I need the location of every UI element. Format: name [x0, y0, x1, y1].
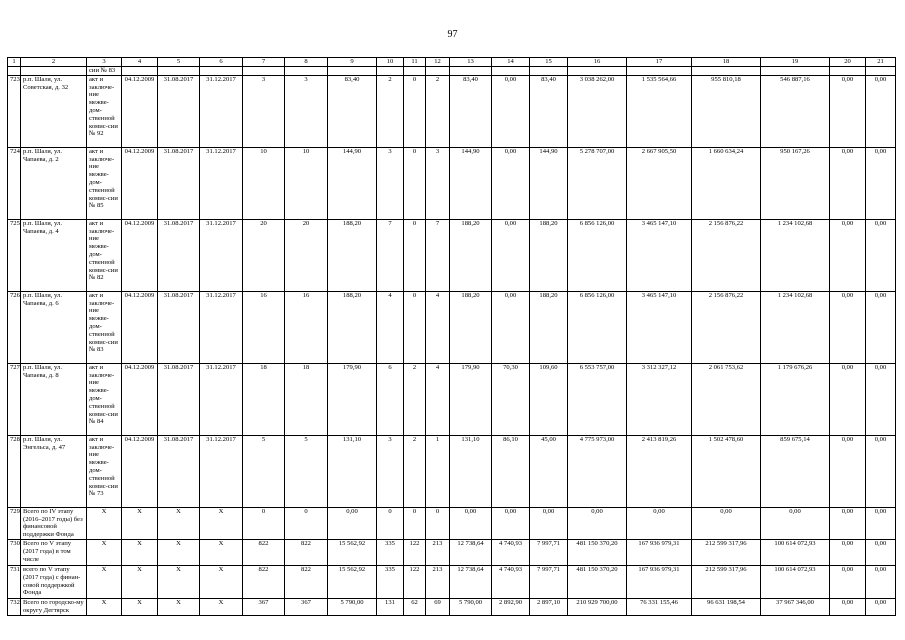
- cell-d1: 04.12.2009: [122, 435, 158, 507]
- cell-c15: 83,40: [530, 75, 568, 147]
- cell-address: р.п. Шаля, ул. Энгельса, д. 47: [21, 435, 87, 507]
- cell-d3: 31.12.2017: [200, 147, 243, 219]
- cell-c15: 188,20: [530, 219, 568, 291]
- table-row: [8, 75, 896, 147]
- table-row: [8, 219, 896, 291]
- col-header: 20: [830, 58, 866, 67]
- col-header: 19: [761, 58, 830, 67]
- cell: [404, 66, 426, 75]
- table-row: [8, 147, 896, 219]
- cell-c20: 0,00: [830, 75, 866, 147]
- cell-c14: 4 740,93: [492, 539, 530, 565]
- cell-c12: 1: [426, 435, 450, 507]
- cell-c15: 2 897,10: [530, 598, 568, 615]
- cell-c16: 0,00: [568, 507, 627, 539]
- cell-doc: X: [87, 507, 122, 539]
- cell-c14: 2 892,90: [492, 598, 530, 615]
- cell-c15: 45,00: [530, 435, 568, 507]
- cell-c8: 0: [285, 507, 328, 539]
- cell-c16: 4 775 973,00: [568, 435, 627, 507]
- cell-c21: 0,00: [866, 435, 896, 507]
- cell-d2: 31.08.2017: [158, 363, 200, 435]
- cell-c17: 2 667 905,50: [627, 147, 692, 219]
- cell-c9: 15 562,92: [328, 539, 377, 565]
- cell-c18: 1 660 634,24: [692, 147, 761, 219]
- cell-c18: 2 156 876,22: [692, 219, 761, 291]
- cell-n: 732: [8, 598, 21, 615]
- cell-c13: 188,20: [450, 219, 492, 291]
- cell-c16: 6 553 757,00: [568, 363, 627, 435]
- cell-c14: 70,30: [492, 363, 530, 435]
- cell-c12: 4: [426, 363, 450, 435]
- cell-c9: 179,90: [328, 363, 377, 435]
- cell-c15: 109,60: [530, 363, 568, 435]
- housing-table: [7, 57, 896, 616]
- cell-n: 725: [8, 219, 21, 291]
- cell-c13: 131,10: [450, 435, 492, 507]
- cell-c10: 4: [377, 291, 404, 363]
- cell: [426, 66, 450, 75]
- cell-c21: 0,00: [866, 598, 896, 615]
- cell-c12: 2: [426, 75, 450, 147]
- cell-d1: 04.12.2009: [122, 219, 158, 291]
- col-header: 5: [158, 58, 200, 67]
- cell-c9: 131,10: [328, 435, 377, 507]
- cell-c20: 0,00: [830, 507, 866, 539]
- cell-c20: 0,00: [830, 363, 866, 435]
- cell-c19: 0,00: [761, 507, 830, 539]
- cell-d2: X: [158, 507, 200, 539]
- cell-c21: 0,00: [866, 539, 896, 565]
- cell-c16: 210 929 700,00: [568, 598, 627, 615]
- cell-c15: 188,20: [530, 291, 568, 363]
- cell: [21, 66, 87, 75]
- cell-c20: 0,00: [830, 539, 866, 565]
- cell-c11: 0: [404, 219, 426, 291]
- cell-d3: 31.12.2017: [200, 75, 243, 147]
- cell-c19: 37 967 346,00: [761, 598, 830, 615]
- cell-c21: 0,00: [866, 219, 896, 291]
- cell-c11: 0: [404, 291, 426, 363]
- col-header: 16: [568, 58, 627, 67]
- cell-c18: 2 061 753,62: [692, 363, 761, 435]
- cell-c8: 367: [285, 598, 328, 615]
- cell-c10: 3: [377, 147, 404, 219]
- cell-c11: 0: [404, 75, 426, 147]
- cell-n: 723: [8, 75, 21, 147]
- cell-c20: 0,00: [830, 147, 866, 219]
- cell-c19: 546 887,16: [761, 75, 830, 147]
- cell-c11: 0: [404, 147, 426, 219]
- continuation-text: сии № 83: [87, 66, 122, 75]
- cell-c21: 0,00: [866, 363, 896, 435]
- cell-c12: 0: [426, 507, 450, 539]
- cell-c12: 69: [426, 598, 450, 615]
- cell-c9: 83,40: [328, 75, 377, 147]
- cell-c13: 12 738,64: [450, 539, 492, 565]
- cell-c14: 0,00: [492, 147, 530, 219]
- cell-d2: 31.08.2017: [158, 219, 200, 291]
- cell-d2: X: [158, 539, 200, 565]
- cell-doc: X: [87, 539, 122, 565]
- cell-c8: 20: [285, 219, 328, 291]
- cell-c18: 1 502 478,60: [692, 435, 761, 507]
- cell-d1: X: [122, 539, 158, 565]
- col-header: 13: [450, 58, 492, 67]
- cell-d3: X: [200, 507, 243, 539]
- cell-c17: 167 936 979,31: [627, 565, 692, 598]
- continuation-row: [8, 66, 896, 75]
- cell-d1: 04.12.2009: [122, 363, 158, 435]
- cell-c12: 213: [426, 565, 450, 598]
- cell-c21: 0,00: [866, 291, 896, 363]
- col-header: 1: [8, 58, 21, 67]
- cell: [450, 66, 492, 75]
- cell: [328, 66, 377, 75]
- cell-d3: 31.12.2017: [200, 291, 243, 363]
- cell-c9: 15 562,92: [328, 565, 377, 598]
- cell-c16: 6 856 126,00: [568, 291, 627, 363]
- cell-n: 726: [8, 291, 21, 363]
- table-row: [8, 291, 896, 363]
- cell-c9: 5 790,00: [328, 598, 377, 615]
- cell-c21: 0,00: [866, 75, 896, 147]
- cell: [692, 66, 761, 75]
- cell-c14: 86,10: [492, 435, 530, 507]
- cell-c10: 335: [377, 539, 404, 565]
- cell-address: Всего по городско-му округу Дегтярск: [21, 598, 87, 615]
- cell: [568, 66, 627, 75]
- cell-c10: 131: [377, 598, 404, 615]
- cell-n: 731: [8, 565, 21, 598]
- cell-address: Всего по V этапу (2017 года) в том числе: [21, 539, 87, 565]
- cell-d1: X: [122, 565, 158, 598]
- cell-c10: 3: [377, 435, 404, 507]
- cell-c16: 6 856 126,00: [568, 219, 627, 291]
- cell-d1: X: [122, 598, 158, 615]
- cell-c14: 0,00: [492, 507, 530, 539]
- cell-c14: 4 740,93: [492, 565, 530, 598]
- cell-c9: 0,00: [328, 507, 377, 539]
- cell-c12: 213: [426, 539, 450, 565]
- cell: [830, 66, 866, 75]
- cell-c11: 0: [404, 507, 426, 539]
- cell-doc: X: [87, 565, 122, 598]
- col-header: 12: [426, 58, 450, 67]
- column-number-row: [8, 58, 896, 67]
- cell: [243, 66, 285, 75]
- cell-c18: 96 631 198,54: [692, 598, 761, 615]
- cell: [627, 66, 692, 75]
- cell-c8: 10: [285, 147, 328, 219]
- cell-doc: акт и заключе-ние межве-дом-ственной комис-сии № 73: [87, 435, 122, 507]
- cell-address: р.п. Шаля, ул. Чапаева, д. 2: [21, 147, 87, 219]
- cell-c10: 335: [377, 565, 404, 598]
- cell: [122, 66, 158, 75]
- cell-d2: 31.08.2017: [158, 75, 200, 147]
- cell-c13: 0,00: [450, 507, 492, 539]
- page-number: 97: [447, 29, 458, 40]
- cell-d2: X: [158, 598, 200, 615]
- col-header: 14: [492, 58, 530, 67]
- cell: [8, 66, 21, 75]
- col-header: 18: [692, 58, 761, 67]
- cell-c20: 0,00: [830, 598, 866, 615]
- cell-c13: 12 738,64: [450, 565, 492, 598]
- cell-c11: 122: [404, 539, 426, 565]
- cell-c15: 0,00: [530, 507, 568, 539]
- cell-d3: X: [200, 539, 243, 565]
- col-header: 8: [285, 58, 328, 67]
- cell-n: 730: [8, 539, 21, 565]
- cell: [200, 66, 243, 75]
- cell-doc: X: [87, 598, 122, 615]
- cell-c14: 0,00: [492, 75, 530, 147]
- cell-c8: 3: [285, 75, 328, 147]
- cell-c19: 1 179 676,26: [761, 363, 830, 435]
- cell-d2: 31.08.2017: [158, 147, 200, 219]
- col-header: 9: [328, 58, 377, 67]
- cell-c16: 481 150 370,20: [568, 565, 627, 598]
- cell-c7: 822: [243, 539, 285, 565]
- cell-c12: 3: [426, 147, 450, 219]
- table-row: [8, 539, 896, 565]
- cell-c15: 7 997,71: [530, 539, 568, 565]
- cell-c12: 7: [426, 219, 450, 291]
- cell-d3: X: [200, 565, 243, 598]
- cell-d3: 31.12.2017: [200, 363, 243, 435]
- cell-c11: 2: [404, 435, 426, 507]
- cell-c17: 3 465 147,10: [627, 219, 692, 291]
- table-row: [8, 565, 896, 598]
- cell-c19: 100 614 072,93: [761, 539, 830, 565]
- cell-n: 727: [8, 363, 21, 435]
- cell-d3: X: [200, 598, 243, 615]
- col-header: 15: [530, 58, 568, 67]
- cell-c7: 16: [243, 291, 285, 363]
- cell-c18: 2 156 876,22: [692, 291, 761, 363]
- cell-address: р.п. Шаля, ул. Чапаева, д. 4: [21, 219, 87, 291]
- cell-c18: 955 810,18: [692, 75, 761, 147]
- cell-address: р.п. Шаля, ул. Чапаева, д. 6: [21, 291, 87, 363]
- cell-c19: 1 234 102,68: [761, 219, 830, 291]
- cell-c7: 20: [243, 219, 285, 291]
- cell-d2: 31.08.2017: [158, 435, 200, 507]
- cell-c16: 481 150 370,20: [568, 539, 627, 565]
- cell-n: 724: [8, 147, 21, 219]
- cell-c20: 0,00: [830, 565, 866, 598]
- cell-c9: 188,20: [328, 291, 377, 363]
- cell: [530, 66, 568, 75]
- cell-address: р.п. Шаля, ул. Чапаева, д. 8: [21, 363, 87, 435]
- cell-c17: 2 413 819,26: [627, 435, 692, 507]
- col-header: 10: [377, 58, 404, 67]
- cell-c21: 0,00: [866, 507, 896, 539]
- cell-c20: 0,00: [830, 435, 866, 507]
- cell-c7: 367: [243, 598, 285, 615]
- cell-c10: 6: [377, 363, 404, 435]
- cell-c10: 2: [377, 75, 404, 147]
- cell-c10: 7: [377, 219, 404, 291]
- cell-doc: акт и заключе-ние межве-дом-ственной комис-сии № 85: [87, 147, 122, 219]
- col-header: 11: [404, 58, 426, 67]
- cell-c17: 3 312 327,12: [627, 363, 692, 435]
- cell-c7: 822: [243, 565, 285, 598]
- cell: [761, 66, 830, 75]
- cell-d2: X: [158, 565, 200, 598]
- cell-c20: 0,00: [830, 291, 866, 363]
- cell-c18: 212 599 317,96: [692, 565, 761, 598]
- cell-c17: 76 331 155,46: [627, 598, 692, 615]
- cell: [866, 66, 896, 75]
- cell-address: всего по V этапу (2017 года) с финан-совой поддержкой Фонда: [21, 565, 87, 598]
- cell-c19: 1 234 102,68: [761, 291, 830, 363]
- cell-d3: 31.12.2017: [200, 435, 243, 507]
- cell-d1: X: [122, 507, 158, 539]
- table-row: [8, 598, 896, 615]
- cell-d3: 31.12.2017: [200, 219, 243, 291]
- cell-d1: 04.12.2009: [122, 75, 158, 147]
- cell-doc: акт и заключе-ние межве-дом-ственной комис-сии № 82: [87, 219, 122, 291]
- cell-c11: 122: [404, 565, 426, 598]
- col-header: 21: [866, 58, 896, 67]
- table-row: [8, 507, 896, 539]
- cell-c13: 179,90: [450, 363, 492, 435]
- cell-c19: 100 614 072,93: [761, 565, 830, 598]
- table-row: [8, 435, 896, 507]
- cell-c17: 0,00: [627, 507, 692, 539]
- cell-c14: 0,00: [492, 291, 530, 363]
- col-header: 7: [243, 58, 285, 67]
- cell-c21: 0,00: [866, 147, 896, 219]
- cell-c8: 5: [285, 435, 328, 507]
- cell-doc: акт и заключе-ние межве-дом-ственной комис-сии № 83: [87, 291, 122, 363]
- cell-c17: 1 535 564,66: [627, 75, 692, 147]
- cell: [492, 66, 530, 75]
- table-row: [8, 363, 896, 435]
- col-header: 4: [122, 58, 158, 67]
- cell-c20: 0,00: [830, 219, 866, 291]
- col-header: 17: [627, 58, 692, 67]
- cell-c16: 5 278 707,00: [568, 147, 627, 219]
- cell-c7: 18: [243, 363, 285, 435]
- cell-doc: акт и заключе-ние межве-дом-ственной комис-сии № 84: [87, 363, 122, 435]
- cell-c18: 0,00: [692, 507, 761, 539]
- cell-c9: 144,90: [328, 147, 377, 219]
- cell-c10: 0: [377, 507, 404, 539]
- cell-c7: 10: [243, 147, 285, 219]
- cell: [377, 66, 404, 75]
- cell-c7: 0: [243, 507, 285, 539]
- cell: [158, 66, 200, 75]
- cell-c14: 0,00: [492, 219, 530, 291]
- cell-c8: 822: [285, 539, 328, 565]
- cell-c9: 188,20: [328, 219, 377, 291]
- cell-n: 729: [8, 507, 21, 539]
- cell-c13: 83,40: [450, 75, 492, 147]
- cell: [285, 66, 328, 75]
- cell-c17: 167 936 979,31: [627, 539, 692, 565]
- cell-c8: 822: [285, 565, 328, 598]
- col-header: 2: [21, 58, 87, 67]
- cell-address: р.п. Шаля, ул. Советская, д. 32: [21, 75, 87, 147]
- cell-c11: 2: [404, 363, 426, 435]
- cell-c13: 188,20: [450, 291, 492, 363]
- cell-c11: 62: [404, 598, 426, 615]
- cell-c13: 144,90: [450, 147, 492, 219]
- cell-c15: 7 997,71: [530, 565, 568, 598]
- cell-c7: 5: [243, 435, 285, 507]
- cell-address: Всего по IV этапу (2016–2017 годы) без финансовой поддержки Фонда: [21, 507, 87, 539]
- cell-c21: 0,00: [866, 565, 896, 598]
- col-header: 3: [87, 58, 122, 67]
- cell-d2: 31.08.2017: [158, 291, 200, 363]
- cell-c7: 3: [243, 75, 285, 147]
- cell-c8: 16: [285, 291, 328, 363]
- cell-d1: 04.12.2009: [122, 291, 158, 363]
- cell-c19: 950 167,26: [761, 147, 830, 219]
- cell-d1: 04.12.2009: [122, 147, 158, 219]
- cell-c17: 3 465 147,10: [627, 291, 692, 363]
- cell-c13: 5 790,00: [450, 598, 492, 615]
- cell-c15: 144,90: [530, 147, 568, 219]
- cell-doc: акт и заключе-ние межве-дом-ственной комис-сии № 92: [87, 75, 122, 147]
- col-header: 6: [200, 58, 243, 67]
- cell-c8: 18: [285, 363, 328, 435]
- cell-c19: 859 675,14: [761, 435, 830, 507]
- cell-c18: 212 599 317,96: [692, 539, 761, 565]
- cell-c16: 3 038 262,00: [568, 75, 627, 147]
- cell-n: 728: [8, 435, 21, 507]
- cell-c12: 4: [426, 291, 450, 363]
